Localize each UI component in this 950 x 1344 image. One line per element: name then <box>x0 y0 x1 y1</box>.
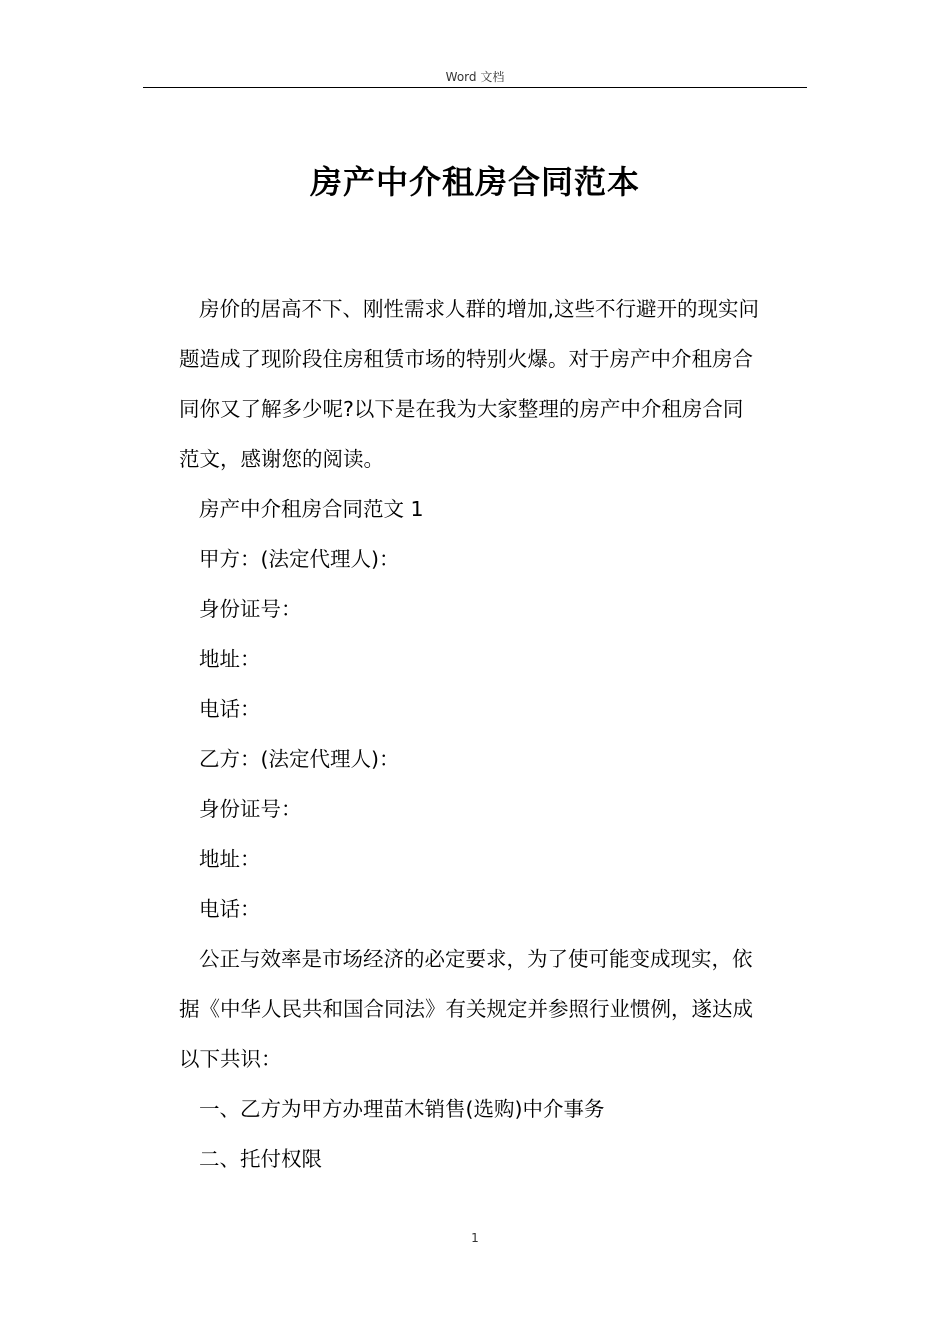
intro-line: 题造成了现阶段住房租赁市场的特别火爆。对于房产中介租房合 <box>179 347 753 371</box>
party-b-id-label: 身份证号： <box>199 797 302 821</box>
party-a-address-label: 地址： <box>199 647 261 671</box>
party-a-id-label: 身份证号： <box>199 597 302 621</box>
document-body <box>179 284 805 1184</box>
party-a-phone-label: 电话： <box>199 697 261 721</box>
agreement-line: 据《中华人民共和国合同法》有关规定并参照行业惯例，遂达成 <box>179 997 753 1021</box>
header-divider <box>143 87 807 88</box>
document-title: 房产中介租房合同范本 <box>309 163 640 201</box>
agreement-paragraph <box>179 934 805 1084</box>
party-a-label: 甲方：(法定代理人)： <box>199 547 400 571</box>
intro-paragraph <box>179 284 805 484</box>
document-header-label: Word 文档 <box>445 70 505 84</box>
section-title: 房产中介租房合同范文 1 <box>199 497 424 521</box>
intro-line: 房价的居高不下、刚性需求人群的增加,这些不行避开的现实问 <box>199 297 760 321</box>
intro-line: 范文，感谢您的阅读。 <box>179 447 384 471</box>
party-b-label: 乙方：(法定代理人)： <box>199 747 400 771</box>
clause-2: 二、托付权限 <box>199 1147 322 1171</box>
agreement-line: 公正与效率是市场经济的必定要求，为了使可能变成现实，依 <box>199 947 753 971</box>
intro-line: 同你又了解多少呢?以下是在我为大家整理的房产中介租房合同 <box>179 397 744 421</box>
party-b-phone-label: 电话： <box>199 897 261 921</box>
party-b-address-label: 地址： <box>199 847 261 871</box>
page-number: 1 <box>471 1231 479 1245</box>
agreement-line: 以下共识： <box>179 1047 282 1071</box>
clause-1: 一、乙方为甲方办理苗木销售(选购)中介事务 <box>199 1097 605 1121</box>
